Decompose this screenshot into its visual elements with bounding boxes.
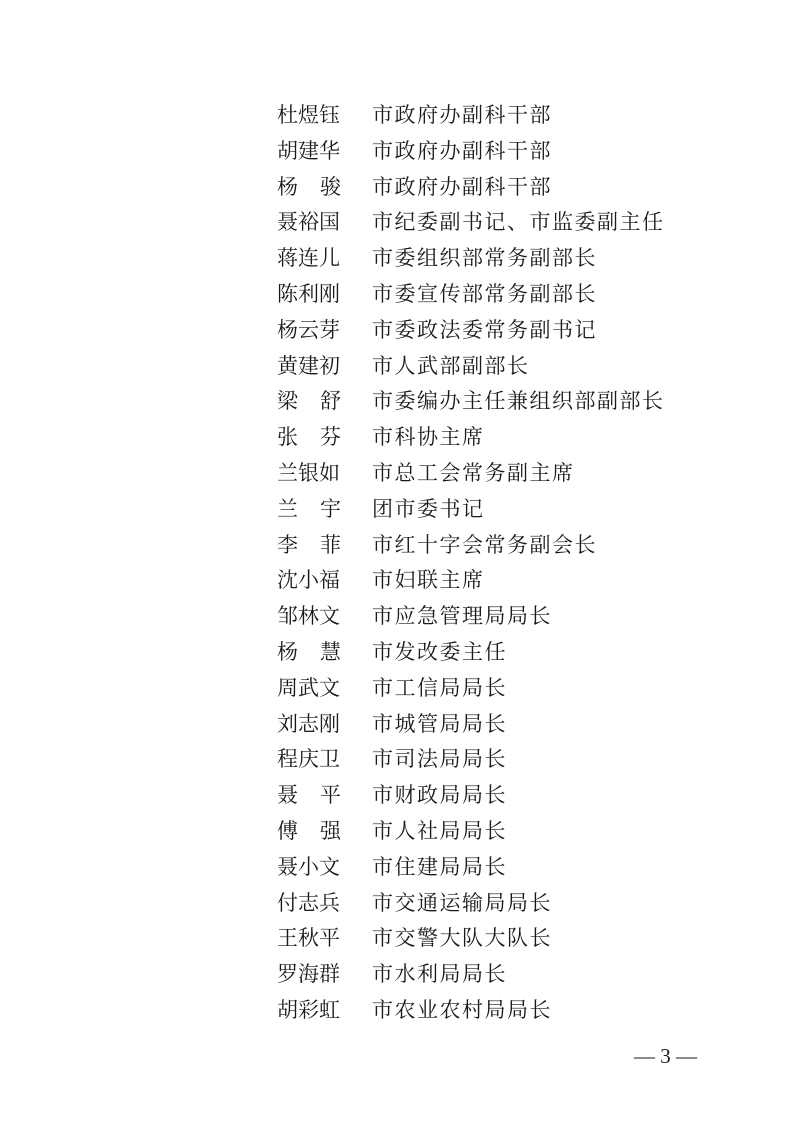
member-position: 市财政局局长 — [372, 783, 507, 808]
name-character: 强 — [320, 818, 341, 843]
member-position: 市城管局局长 — [372, 711, 507, 736]
member-position: 市委组织部常务副部长 — [372, 246, 597, 271]
member-position: 市农业农村局局长 — [372, 997, 552, 1022]
member-position: 市委宣传部常务副部长 — [372, 281, 597, 306]
list-item — [0, 671, 793, 707]
member-name: 黄建初 — [277, 353, 340, 378]
member-position: 市政府办副科干部 — [372, 138, 552, 163]
member-name: 付志兵 — [277, 890, 340, 915]
list-item — [0, 241, 793, 277]
list-item — [0, 742, 793, 778]
member-list — [0, 98, 793, 1029]
name-character: 杨 — [277, 639, 298, 664]
list-item — [0, 492, 793, 528]
list-item — [0, 420, 793, 456]
member-position: 市政府办副科干部 — [372, 103, 552, 127]
member-position: 市应急管理局局长 — [372, 604, 552, 629]
member-position: 市交通运输局局长 — [372, 890, 552, 915]
member-position: 市交警大队大队长 — [372, 926, 552, 951]
member-position: 团市委书记 — [372, 496, 485, 521]
member-position: 市住建局局长 — [372, 854, 507, 879]
member-position: 市政府办副科干部 — [372, 174, 552, 199]
member-name: 胡建华 — [277, 138, 340, 163]
member-position: 市红十字会常务副会长 — [372, 532, 597, 557]
name-character: 梁 — [277, 389, 298, 414]
name-character: 骏 — [320, 174, 341, 199]
member-name: 杜煜钰 — [277, 103, 340, 127]
list-item — [0, 563, 793, 599]
member-position: 市水利局局长 — [372, 962, 507, 987]
member-name: 聂裕国 — [277, 210, 340, 235]
name-character: 平 — [320, 783, 341, 808]
member-position: 市司法局局长 — [372, 747, 507, 772]
member-name — [277, 778, 341, 814]
member-name: 聂小文 — [277, 854, 340, 879]
member-position: 市委政法委常务副书记 — [372, 317, 597, 342]
name-character: 兰 — [277, 496, 298, 521]
list-item — [0, 384, 793, 420]
member-name: 蒋连儿 — [277, 246, 340, 271]
member-name — [277, 492, 341, 528]
member-name — [277, 420, 341, 456]
list-item — [0, 134, 793, 170]
list-item — [0, 599, 793, 635]
name-character: 聂 — [277, 783, 298, 808]
member-position: 市工信局局长 — [372, 675, 507, 700]
list-item — [0, 635, 793, 671]
name-character: 杨 — [277, 174, 298, 199]
name-character: 菲 — [320, 532, 341, 557]
member-position: 市总工会常务副主席 — [372, 460, 575, 485]
list-item — [0, 993, 793, 1029]
list-item — [0, 528, 793, 564]
name-character: 芬 — [320, 425, 341, 450]
member-name: 兰银如 — [277, 460, 340, 485]
name-character: 张 — [277, 425, 298, 450]
member-position: 市委编办主任兼组织部副部长 — [372, 389, 665, 414]
list-item — [0, 456, 793, 492]
page-number: — 3 — — [634, 1044, 697, 1068]
name-character: 宇 — [320, 496, 341, 521]
list-item — [0, 349, 793, 385]
list-item — [0, 277, 793, 313]
member-name — [277, 635, 341, 671]
member-name — [277, 170, 341, 206]
member-position: 市妇联主席 — [372, 568, 485, 593]
member-name: 邹林文 — [277, 604, 340, 629]
list-item — [0, 957, 793, 993]
list-item — [0, 814, 793, 850]
member-name: 罗海群 — [277, 962, 340, 987]
list-item — [0, 921, 793, 957]
list-item — [0, 205, 793, 241]
member-name — [277, 384, 341, 420]
member-name: 刘志刚 — [277, 711, 340, 736]
list-item — [0, 850, 793, 886]
member-name: 王秋平 — [277, 926, 340, 951]
list-item — [0, 886, 793, 922]
member-position: 市人武部副部长 — [372, 353, 530, 378]
list-item — [0, 170, 793, 206]
name-character: 傅 — [277, 818, 298, 843]
name-character: 李 — [277, 532, 298, 557]
member-name: 沈小福 — [277, 568, 340, 593]
member-position: 市发改委主任 — [372, 639, 507, 664]
member-name: 程庆卫 — [277, 747, 340, 772]
member-name: 杨云芽 — [277, 317, 340, 342]
member-name: 周武文 — [277, 675, 340, 700]
member-position: 市人社局局长 — [372, 818, 507, 843]
member-name: 胡彩虹 — [277, 997, 340, 1022]
member-name: 陈利刚 — [277, 281, 340, 306]
list-item — [0, 778, 793, 814]
member-name — [277, 528, 341, 564]
member-position: 市科协主席 — [372, 425, 485, 450]
name-character: 舒 — [320, 389, 341, 414]
list-item — [0, 313, 793, 349]
list-item — [0, 98, 793, 134]
member-position: 市纪委副书记、市监委副主任 — [372, 210, 665, 235]
member-name — [277, 814, 341, 850]
name-character: 慧 — [320, 639, 341, 664]
list-item — [0, 707, 793, 743]
